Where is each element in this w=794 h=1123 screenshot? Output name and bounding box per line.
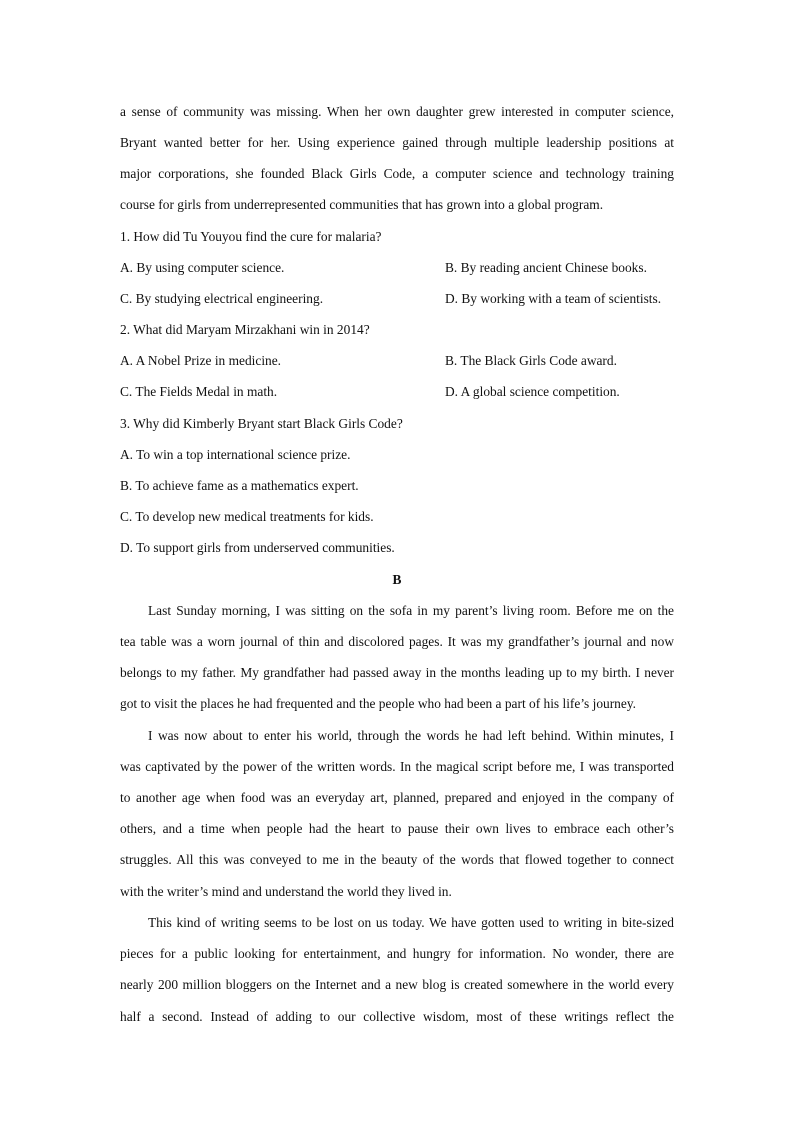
question-stem: 2. What did Maryam Mirzakhani win in 2014? — [120, 322, 370, 337]
passage-a-line: Bryant wanted better for her. Using experience gained through multiple leadership positions at — [120, 135, 674, 150]
option-b: B. The Black Girls Code award. — [445, 353, 617, 368]
option-d: D. To support girls from underserved communities. — [120, 540, 395, 555]
paragraph-line: nearly 200 million bloggers on the Internet and a new blog is created somewhere in the world every — [120, 977, 674, 992]
paragraph-line: got to visit the places he had frequented and the people who had been a part of his life’s journey. — [120, 696, 636, 711]
paragraph-line: This kind of writing seems to be lost on us today. We have gotten used to writing in bite-sized — [148, 915, 674, 930]
passage-a-line: a sense of community was missing. When her own daughter grew interested in computer science, — [120, 104, 674, 119]
option-c: C. The Fields Medal in math. — [120, 384, 278, 399]
passage-a-line: course for girls from underrepresented communities that has grown into a global program. — [120, 197, 604, 212]
paragraph-line: belongs to my father. My grandfather had passed away in the months leading up to my birth. I never — [120, 665, 674, 680]
option-a: A. To win a top international science prize. — [120, 447, 351, 462]
option-d: D. By working with a team of scientists. — [445, 291, 662, 306]
paragraph-line: I was now about to enter his world, through the words he had left behind. Within minutes, I — [148, 728, 674, 743]
paragraph-line: half a second. Instead of adding to our collective wisdom, most of these writings reflect the — [120, 1009, 674, 1024]
passage-a-line: major corporations, she founded Black Girls Code, a computer science and technology training — [120, 166, 674, 181]
section-heading: B — [392, 572, 402, 587]
paragraph-line: others, and a time when people had the heart to pause their own lives to embrace each other’s — [120, 821, 674, 836]
option-a: A. By using computer science. — [120, 260, 285, 275]
paragraph-line: pieces for a public looking for entertainment, and hungry for information. No wonder, there are — [120, 946, 674, 961]
paragraph-line: was captivated by the power of the written words. In the magical script before me, I was transported — [120, 759, 674, 774]
question-stem: 1. How did Tu Youyou find the cure for malaria? — [120, 229, 382, 244]
option-b: B. By reading ancient Chinese books. — [445, 260, 647, 275]
option-a: A. A Nobel Prize in medicine. — [120, 353, 282, 368]
option-d: D. A global science competition. — [445, 384, 620, 399]
paragraph-line: to another age when food was an everyday art, planned, prepared and enjoyed in the company of — [120, 790, 674, 805]
paragraph-line: with the writer’s mind and understand the world they lived in. — [120, 884, 452, 899]
option-c: C. To develop new medical treatments for kids. — [120, 509, 374, 524]
option-b: B. To achieve fame as a mathematics expert. — [120, 478, 359, 493]
paragraph-line: struggles. All this was conveyed to me in the beauty of the words that flowed together to connect — [120, 852, 674, 867]
question-stem: 3. Why did Kimberly Bryant start Black Girls Code? — [120, 416, 403, 431]
option-c: C. By studying electrical engineering. — [120, 291, 324, 306]
paragraph-line: tea table was a worn journal of thin and discolored pages. It was my grandfather’s journal and now — [120, 634, 674, 649]
paragraph-line: Last Sunday morning, I was sitting on the sofa in my parent’s living room. Before me on the — [148, 603, 674, 618]
